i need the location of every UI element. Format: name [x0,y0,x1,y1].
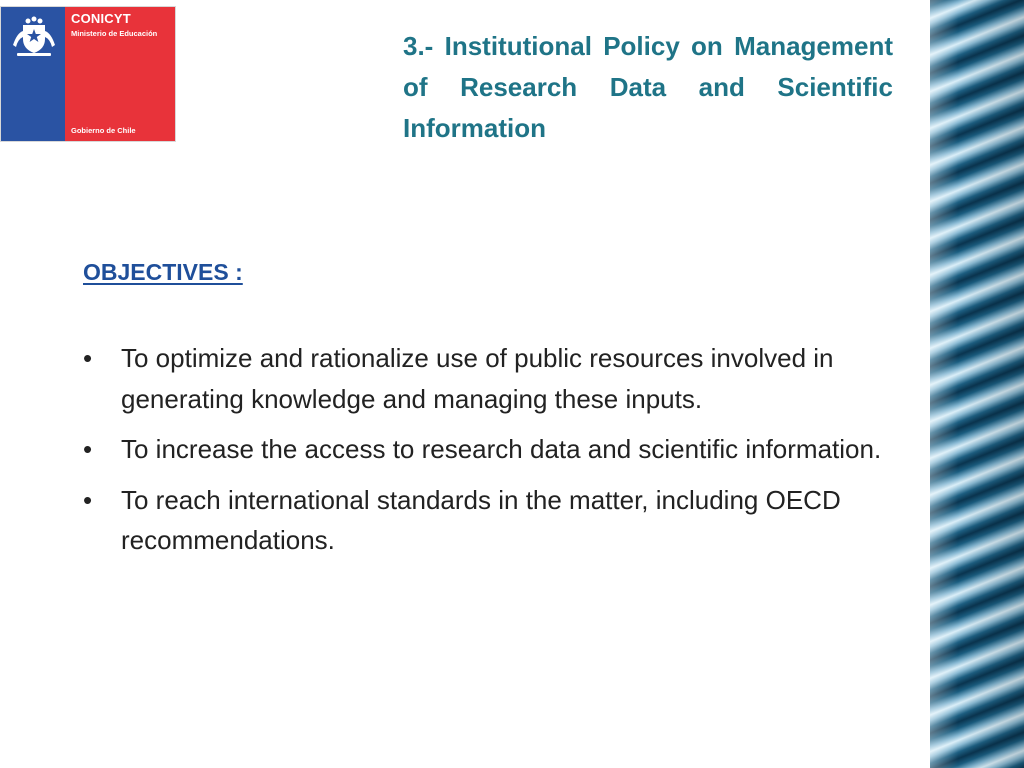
logo-org-name: CONICYT [71,11,131,26]
logo-red-panel [65,7,175,141]
objective-item [83,480,883,561]
logo-ministry: Ministerio de Educación [71,29,158,38]
objectives-heading: OBJECTIVES : [83,259,243,285]
objective-item [83,338,883,419]
objective-item [83,429,883,470]
conicyt-logo [0,6,176,142]
logo-government: Gobierno de Chile [71,126,136,135]
slide-title: 3.- Institutional Policy on Management of Research Data and Scientific Information [403,31,893,143]
bullet-icon: • [83,434,93,464]
objective-text: To optimize and rationalize use of public resources involved in generating knowledge and managing these inputs. [121,343,834,414]
bullet-icon: • [83,343,93,373]
logo-blue-panel [1,7,65,141]
objective-text: To increase the access to research data and scientific information. [121,434,882,464]
decorative-stripe-band [930,0,1024,768]
bullet-icon: • [83,484,93,515]
chile-coat-of-arms-icon [9,15,59,59]
objective-text: To reach international standards in the matter, including OECD recommendations. [121,484,841,555]
objectives-list [83,338,883,571]
